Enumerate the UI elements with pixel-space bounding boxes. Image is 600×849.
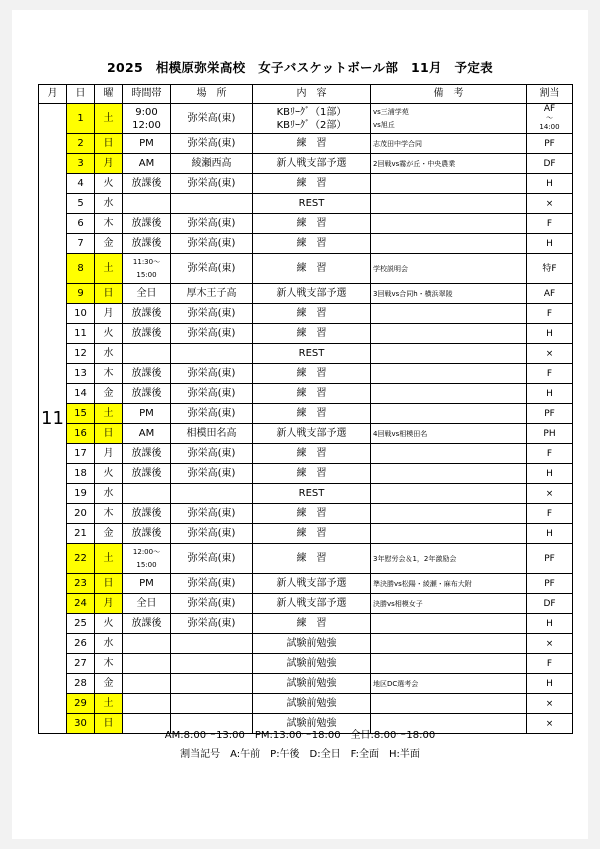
note-cell	[371, 194, 527, 214]
content-cell: 練 習	[253, 324, 371, 344]
time-cell: 放課後	[123, 364, 171, 384]
day-cell: 2	[67, 134, 95, 154]
day-cell: 7	[67, 234, 95, 254]
time-cell	[123, 544, 171, 574]
time-cell	[123, 194, 171, 214]
place-cell: 弥栄高(東)	[171, 254, 253, 284]
weekday-cell: 金	[95, 384, 123, 404]
time-cell-line: 12:00～	[132, 547, 161, 556]
note-cell: 3回戦vs合同h・横浜翠陵	[371, 284, 527, 304]
day-cell: 17	[67, 444, 95, 464]
note-cell	[371, 444, 527, 464]
time-cell: PM	[123, 404, 171, 424]
note-cell	[371, 234, 527, 254]
day-cell: 25	[67, 614, 95, 634]
content-cell: 試験前勉強	[253, 674, 371, 694]
assignment-cell: ×	[527, 344, 573, 364]
note-cell-line: vs旭丘	[373, 120, 395, 129]
weekday-cell: 土	[95, 104, 123, 134]
assignment-cell: ×	[527, 714, 573, 734]
table-row	[39, 364, 573, 384]
day-cell: 26	[67, 634, 95, 654]
content-cell: 練 習	[253, 464, 371, 484]
place-cell: 弥栄高(東)	[171, 174, 253, 194]
time-cell: 放課後	[123, 174, 171, 194]
table-row	[39, 254, 573, 284]
time-cell-line: 11:30～	[132, 257, 161, 266]
time-cell	[123, 254, 171, 284]
content-cell: 試験前勉強	[253, 634, 371, 654]
time-cell-line: 15:00	[136, 560, 157, 569]
table-header-row	[39, 85, 573, 104]
weekday-cell: 土	[95, 694, 123, 714]
weekday-cell: 木	[95, 364, 123, 384]
note-cell	[371, 304, 527, 324]
table-row	[39, 574, 573, 594]
weekday-cell: 火	[95, 324, 123, 344]
note-cell: 地区DC選考会	[371, 674, 527, 694]
time-cell: 放課後	[123, 324, 171, 344]
assignment-cell: H	[527, 614, 573, 634]
weekday-cell: 日	[95, 714, 123, 734]
table-row	[39, 234, 573, 254]
note-cell	[371, 694, 527, 714]
time-cell-line: 12:00	[132, 119, 161, 131]
content-cell: 練 習	[253, 214, 371, 234]
table-row	[39, 674, 573, 694]
place-cell: 弥栄高(東)	[171, 214, 253, 234]
place-cell: 弥栄高(東)	[171, 404, 253, 424]
weekday-cell: 日	[95, 424, 123, 444]
table-row	[39, 214, 573, 234]
assignment-cell: ×	[527, 634, 573, 654]
table-row	[39, 344, 573, 364]
table-row	[39, 544, 573, 574]
assignment-cell: PF	[527, 544, 573, 574]
weekday-cell: 日	[95, 134, 123, 154]
assignment-cell: PH	[527, 424, 573, 444]
weekday-cell: 土	[95, 544, 123, 574]
note-cell	[371, 214, 527, 234]
content-cell: 練 習	[253, 524, 371, 544]
place-cell: 弥栄高(東)	[171, 384, 253, 404]
weekday-cell: 月	[95, 154, 123, 174]
assignment-cell: H	[527, 384, 573, 404]
table-row	[39, 504, 573, 524]
assignment-cell: DF	[527, 154, 573, 174]
note-cell	[371, 364, 527, 384]
content-cell: 試験前勉強	[253, 654, 371, 674]
weekday-cell: 火	[95, 174, 123, 194]
table-row	[39, 524, 573, 544]
note-cell-line: vs三浦学苑	[373, 107, 409, 116]
day-cell: 15	[67, 404, 95, 424]
content-cell: 新人戦支部予選	[253, 424, 371, 444]
header-assignment: 割当	[527, 85, 573, 104]
header-weekday: 曜	[95, 85, 123, 104]
time-cell: 放課後	[123, 214, 171, 234]
assignment-cell: PF	[527, 134, 573, 154]
assignment-line: AF	[543, 104, 556, 114]
content-cell: 練 習	[253, 614, 371, 634]
place-cell	[171, 654, 253, 674]
day-cell: 6	[67, 214, 95, 234]
assignment-cell: ×	[527, 194, 573, 214]
place-cell: 弥栄高(東)	[171, 524, 253, 544]
assignment-cell: F	[527, 304, 573, 324]
weekday-cell: 土	[95, 254, 123, 284]
table-row	[39, 324, 573, 344]
weekday-cell: 月	[95, 444, 123, 464]
assignment-cell: H	[527, 524, 573, 544]
weekday-cell: 日	[95, 574, 123, 594]
place-cell: 弥栄高(東)	[171, 544, 253, 574]
table-row	[39, 634, 573, 654]
place-cell: 弥栄高(東)	[171, 614, 253, 634]
weekday-cell: 火	[95, 614, 123, 634]
time-cell-line: 9:00	[135, 106, 158, 118]
schedule-table	[38, 84, 573, 734]
content-cell: 新人戦支部予選	[253, 154, 371, 174]
table-row	[39, 304, 573, 324]
header-note: 備 考	[371, 85, 527, 104]
time-cell	[123, 654, 171, 674]
note-cell	[371, 324, 527, 344]
time-cell: 全日	[123, 594, 171, 614]
page-title: 2025 相模原弥栄高校 女子バスケットボール部 11月 予定表	[107, 60, 493, 75]
time-cell	[123, 694, 171, 714]
day-cell: 28	[67, 674, 95, 694]
weekday-cell: 水	[95, 484, 123, 504]
day-cell: 12	[67, 344, 95, 364]
place-cell: 弥栄高(東)	[171, 594, 253, 614]
weekday-cell: 木	[95, 504, 123, 524]
content-cell	[253, 104, 371, 134]
assignment-cell: F	[527, 504, 573, 524]
day-cell: 13	[67, 364, 95, 384]
assignment-line: ～	[546, 114, 553, 122]
header-month: 月	[39, 85, 67, 104]
day-cell: 19	[67, 484, 95, 504]
weekday-cell: 水	[95, 194, 123, 214]
time-cell: PM	[123, 574, 171, 594]
note-cell	[371, 524, 527, 544]
weekday-cell: 土	[95, 404, 123, 424]
place-cell: 弥栄高(東)	[171, 104, 253, 134]
table-row	[39, 194, 573, 214]
time-cell: 全日	[123, 284, 171, 304]
content-cell-line: KBﾘｰｸﾞ（1部）	[276, 106, 347, 118]
assignment-cell: F	[527, 364, 573, 384]
weekday-cell: 木	[95, 214, 123, 234]
content-cell: 試験前勉強	[253, 694, 371, 714]
content-cell: 新人戦支部予選	[253, 574, 371, 594]
time-cell	[123, 634, 171, 654]
note-cell	[371, 344, 527, 364]
content-cell: 新人戦支部予選	[253, 594, 371, 614]
assignment-cell	[527, 104, 573, 134]
header-content: 内 容	[253, 85, 371, 104]
day-cell: 8	[67, 254, 95, 284]
place-cell: 厚木王子高	[171, 284, 253, 304]
assignment-cell: AF	[527, 284, 573, 304]
content-cell: 練 習	[253, 384, 371, 404]
day-cell: 9	[67, 284, 95, 304]
place-cell: 弥栄高(東)	[171, 324, 253, 344]
weekday-cell: 水	[95, 634, 123, 654]
content-cell: 練 習	[253, 134, 371, 154]
time-cell-line: 15:00	[136, 270, 157, 279]
note-cell: 2回戦vs霧が丘・中央農業	[371, 154, 527, 174]
day-cell: 29	[67, 694, 95, 714]
note-cell: 準決勝vs松陽・綾瀬・麻布大附	[371, 574, 527, 594]
note-cell	[371, 104, 527, 134]
assignment-cell: H	[527, 174, 573, 194]
assignment-cell: H	[527, 234, 573, 254]
assignment-cell: 特F	[527, 254, 573, 284]
weekday-cell: 木	[95, 654, 123, 674]
day-cell: 22	[67, 544, 95, 574]
assignment-cell: PF	[527, 574, 573, 594]
content-cell-line: KBﾘｰｸﾞ（2部）	[276, 119, 347, 131]
day-cell: 5	[67, 194, 95, 214]
place-cell	[171, 194, 253, 214]
place-cell	[171, 484, 253, 504]
content-cell: 練 習	[253, 364, 371, 384]
note-cell: 志茂田中学合同	[371, 134, 527, 154]
assignment-cell: F	[527, 654, 573, 674]
table-row	[39, 154, 573, 174]
table-row	[39, 484, 573, 504]
place-cell: 弥栄高(東)	[171, 304, 253, 324]
note-cell: 4回戦vs相模田名	[371, 424, 527, 444]
assignment-cell: ×	[527, 484, 573, 504]
weekday-cell: 月	[95, 594, 123, 614]
content-cell: 練 習	[253, 234, 371, 254]
assignment-cell: F	[527, 214, 573, 234]
time-cell: 放課後	[123, 384, 171, 404]
content-cell: REST	[253, 344, 371, 364]
assignment-cell: ×	[527, 694, 573, 714]
weekday-cell: 金	[95, 524, 123, 544]
note-cell	[371, 174, 527, 194]
time-cell: 放課後	[123, 524, 171, 544]
table-row	[39, 424, 573, 444]
header-place: 場 所	[171, 85, 253, 104]
day-cell: 24	[67, 594, 95, 614]
content-cell: REST	[253, 484, 371, 504]
day-cell: 1	[67, 104, 95, 134]
day-cell: 27	[67, 654, 95, 674]
time-cell: 放課後	[123, 304, 171, 324]
header-day: 日	[67, 85, 95, 104]
table-row	[39, 134, 573, 154]
content-cell: 練 習	[253, 544, 371, 574]
note-cell	[371, 404, 527, 424]
table-row	[39, 284, 573, 304]
weekday-cell: 火	[95, 464, 123, 484]
assignment-cell: DF	[527, 594, 573, 614]
day-cell: 30	[67, 714, 95, 734]
content-cell: 練 習	[253, 404, 371, 424]
header-time: 時間帯	[123, 85, 171, 104]
place-cell: 弥栄高(東)	[171, 504, 253, 524]
place-cell: 弥栄高(東)	[171, 134, 253, 154]
place-cell: 弥栄高(東)	[171, 234, 253, 254]
time-cell	[123, 104, 171, 134]
weekday-cell: 水	[95, 344, 123, 364]
place-cell: 弥栄高(東)	[171, 364, 253, 384]
weekday-cell: 金	[95, 234, 123, 254]
content-cell: 練 習	[253, 504, 371, 524]
time-cell: 放課後	[123, 464, 171, 484]
table-row	[39, 464, 573, 484]
table-row	[39, 104, 573, 134]
content-cell: 試験前勉強	[253, 714, 371, 734]
assignment-line: 14:00	[539, 123, 560, 131]
place-cell: 弥栄高(東)	[171, 464, 253, 484]
note-cell: 学校説明会	[371, 254, 527, 284]
weekday-cell: 月	[95, 304, 123, 324]
place-cell	[171, 694, 253, 714]
place-cell: 相模田名高	[171, 424, 253, 444]
weekday-cell: 金	[95, 674, 123, 694]
note-cell	[371, 464, 527, 484]
time-cell	[123, 674, 171, 694]
note-cell: 3年慰労会＆1，2年激励会	[371, 544, 527, 574]
assignment-cell: F	[527, 444, 573, 464]
day-cell: 4	[67, 174, 95, 194]
table-row	[39, 444, 573, 464]
day-cell: 18	[67, 464, 95, 484]
time-cell: 放課後	[123, 234, 171, 254]
place-cell: 弥栄高(東)	[171, 574, 253, 594]
day-cell: 14	[67, 384, 95, 404]
day-cell: 10	[67, 304, 95, 324]
note-cell: 決勝vs相模女子	[371, 594, 527, 614]
note-cell	[371, 504, 527, 524]
day-cell: 20	[67, 504, 95, 524]
content-cell: 練 習	[253, 254, 371, 284]
time-cell: AM	[123, 424, 171, 444]
assignment-cell: H	[527, 324, 573, 344]
note-cell	[371, 614, 527, 634]
month-cell: 11	[39, 104, 67, 734]
assignment-cell: PF	[527, 404, 573, 424]
day-cell: 21	[67, 524, 95, 544]
assignment-legend: 割当記号 A:午前 P:午後 D:全日 F:全面 H:半面	[180, 749, 420, 760]
place-cell	[171, 344, 253, 364]
place-cell: 綾瀬西高	[171, 154, 253, 174]
table-row	[39, 694, 573, 714]
assignment-cell: H	[527, 674, 573, 694]
day-cell: 11	[67, 324, 95, 344]
table-row	[39, 614, 573, 634]
content-cell: REST	[253, 194, 371, 214]
assignment-cell: H	[527, 464, 573, 484]
time-cell: AM	[123, 154, 171, 174]
table-row	[39, 384, 573, 404]
time-cell: 放課後	[123, 614, 171, 634]
place-cell: 弥栄高(東)	[171, 444, 253, 464]
time-cell: PM	[123, 134, 171, 154]
note-cell	[371, 484, 527, 504]
table-row	[39, 404, 573, 424]
table-row	[39, 174, 573, 194]
place-cell	[171, 674, 253, 694]
table-row	[39, 594, 573, 614]
note-cell	[371, 654, 527, 674]
time-legend: AM:8:00～13:00 PM:13:00～18:00 全日:8:00～18:00	[164, 730, 436, 741]
place-cell	[171, 634, 253, 654]
day-cell: 16	[67, 424, 95, 444]
content-cell: 新人戦支部予選	[253, 284, 371, 304]
note-cell	[371, 384, 527, 404]
time-cell	[123, 484, 171, 504]
note-cell	[371, 634, 527, 654]
table-row	[39, 654, 573, 674]
time-cell: 放課後	[123, 444, 171, 464]
time-cell: 放課後	[123, 504, 171, 524]
content-cell: 練 習	[253, 174, 371, 194]
time-cell	[123, 344, 171, 364]
weekday-cell: 日	[95, 284, 123, 304]
day-cell: 23	[67, 574, 95, 594]
content-cell: 練 習	[253, 444, 371, 464]
content-cell: 練 習	[253, 304, 371, 324]
day-cell: 3	[67, 154, 95, 174]
